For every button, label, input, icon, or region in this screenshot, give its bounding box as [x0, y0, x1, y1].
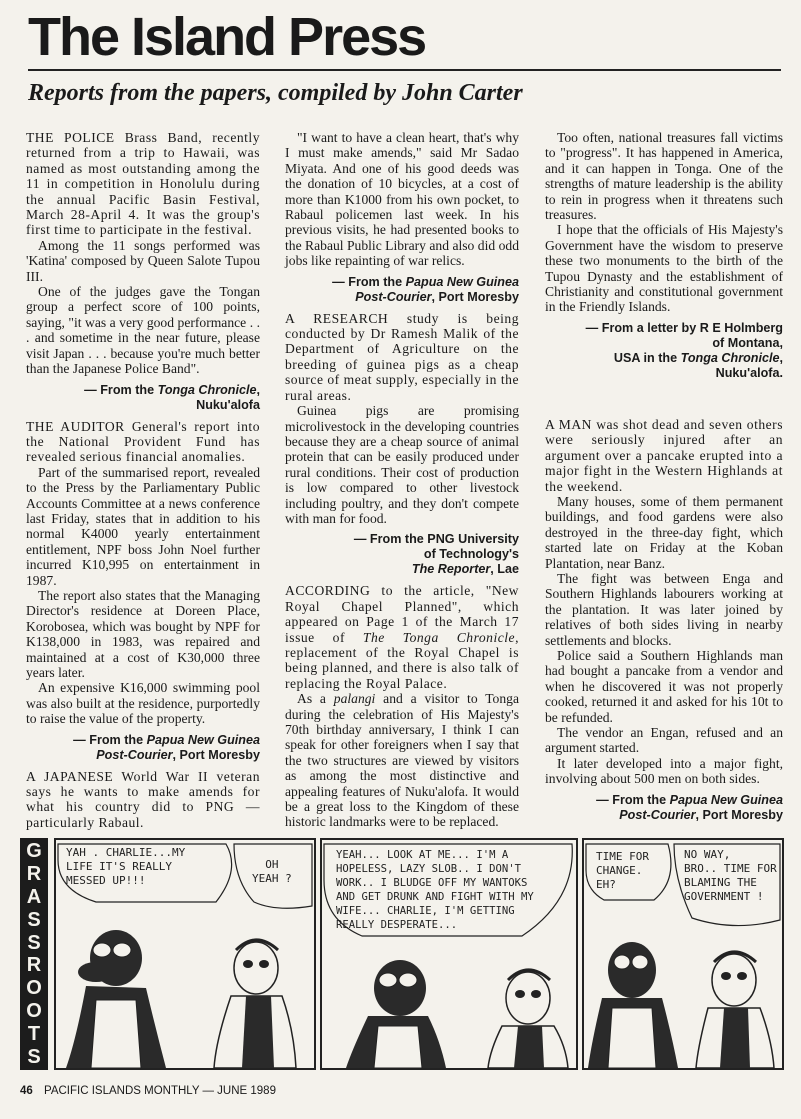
speech-balloon: YEAH... LOOK AT ME... I'M A HOPELESS, LAZY SLOB.. I DON'T WORK.. I BLUDGE OFF MY WANTOKS AND GET DRUNK AND FIGHT WITH MY WIFE... CHARLIE, I'M GETTING REALLY DESPERATE...: [336, 849, 534, 931]
comic-panel-1: [54, 838, 316, 1070]
article-paragraph: Among the 11 songs performed was 'Katina' composed by Queen Salote Tupou III.: [26, 237, 260, 284]
publication-line: PACIFIC ISLANDS MONTHLY — JUNE 1989: [44, 1085, 276, 1097]
strip-letter: S: [27, 931, 41, 954]
source-credit: — From a letter by R E Holmberg of Montana, USA in the Tonga Chronicle, Nuku'alofa.: [585, 320, 783, 380]
article-paragraph: THE POLICE Brass Band, recently returned from a trip to Hawaii, was named as most outstanding among the 11 in competition in Honolulu during the annual Pacific Basin Festival, March 28-April 4. It was the group's first time to participate in the festival.: [26, 130, 260, 238]
article-paragraph: An expensive K16,000 swimming pool was also built at the residence, purportedly to raise the value of the property.: [26, 680, 260, 727]
article-paragraph: Part of the summarised report, revealed to the Press by the Parliamentary Public Accounts Committee at a news conference last Friday, states that in addition to his normal K4000 yearly entertainment entitlement, NPF boss John Noel further incurred K10,995 on entertainment in 1987.: [26, 464, 260, 588]
masthead-rule: [28, 69, 781, 71]
article-paragraph: One of the judges gave the Tongan group a perfect score of 100 points, saying, "it was a very good performance . . . and sometime in the near future, please visit Japan . . . because you're much better than the Japanese Police Band".: [26, 284, 260, 377]
column-3: [545, 130, 783, 829]
article-paragraph: Police said a Southern Highlands man had bought a pancake from a vendor and when he discovered it was not properly cooked, returned it and asked for his 10t to be refunded.: [545, 647, 783, 725]
comic-strip-title: [20, 838, 48, 1070]
article-paragraph: A RESEARCH study is being conducted by Dr Ramesh Malik of the Department of Agriculture on the breeding of guinea pigs as a cheap source of meat supply, especially in the rural areas.: [285, 310, 519, 403]
section-subtitle: Reports from the papers, compiled by John Carter: [28, 80, 523, 106]
article-paragraph: I hope that the officials of His Majesty's Government have the wisdom to preserve these two monuments to the birth of the Tupou Dynasty and the establishment of Christianity and constitutional government in the Friendly Islands.: [545, 222, 783, 315]
strip-letter: S: [27, 1045, 41, 1068]
article-paragraph: Guinea pigs are promising microlivestock in the developing countries because they are a cheap source of animal protein that can be easily produced under rural conditions. Their cost of production is low compared to other livestock including poultry, and they don't compete with man for food.: [285, 403, 519, 526]
article-paragraph: The report also states that the Managing Director's residence at Doreen Place, Korobosea, which was bought by NPF for K138,000 in 1983, was repaired and maintained at a cost of K30,000 three years later.: [26, 587, 260, 680]
article-paragraph: A JAPANESE World War II veteran says he wants to make amends for what his country did to PNG — particularly Rabaul.: [26, 768, 260, 830]
strip-letter: T: [27, 1023, 41, 1045]
source-credit: — From the Papua New Guinea Post-Courier, Port Moresby: [332, 274, 519, 304]
comic-panel-3: [582, 838, 784, 1070]
comic-panel-2: [320, 838, 578, 1070]
strip-letter: O: [26, 1000, 42, 1023]
source-credit: — From the Tonga Chronicle, Nuku'alofa: [84, 382, 260, 412]
source-credit: — From the PNG University of Technology's The Reporter, Lae: [353, 532, 519, 577]
article-paragraph: "I want to have a clean heart, that's why I must make amends," said Mr Sadao Miyata. And one of his good deeds was the donation of 10 bicycles, at a cost of more than K1000 from his own pocket, to Rabaul policemen last week. In his previous visits, he had presented books to the Rabaul Public Library and also did odd jobs like repainting of war relics.: [285, 130, 519, 269]
strip-letter: R: [26, 862, 42, 885]
article-paragraph: The fight was between Enga and Southern Highlands labourers working at the plantation. It was later joined by relatives of both sides living in nearby settlements and blocks.: [545, 570, 783, 648]
strip-letter: R: [26, 954, 42, 977]
strip-letter: O: [26, 977, 42, 1000]
comic-strip: [20, 838, 784, 1070]
article-paragraph: It later developed into a major fight, involving about 500 men on both sides.: [545, 755, 783, 787]
article-paragraph: THE AUDITOR General's report into the National Provident Fund has revealed serious financial anomalies.: [26, 418, 260, 465]
article-paragraph: Too often, national treasures fall victims to "progress". It has happened in America, and it can happen in Tonga. One of the strengths of mature leadership is the ability to rein in progress when it threatens such treasures.: [545, 130, 783, 223]
article-paragraph: The vendor an Engan, refused and an argument started.: [545, 725, 783, 756]
strip-letter: A: [26, 885, 42, 908]
column-2: [285, 130, 519, 830]
speech-balloon: TIME FOR CHANGE. EH?: [596, 850, 649, 891]
page-number: 46: [20, 1085, 33, 1097]
masthead-title: The Island Press: [28, 7, 426, 67]
article-paragraph: ACCORDING to the article, "New Royal Chapel Planned", which appeared on Page 1 of the March 17 issue of The Tonga Chronicle, replacement of the Royal Chapel is being planned, and there is also talk of replacing the Royal Palace.: [285, 583, 519, 691]
column-1: [26, 130, 260, 830]
strip-letter: S: [27, 908, 41, 931]
speech-balloon: NO WAY, BRO.. TIME FOR BLAMING THE GOVERNMENT !: [684, 848, 777, 903]
speech-balloon: YAH . CHARLIE...MY LIFE IT'S REALLY MESSED UP!!!: [66, 846, 186, 887]
page-footer: [20, 1085, 276, 1097]
article-separator: [545, 387, 783, 417]
article-paragraph: A MAN was shot dead and seven others were seriously injured after an argument over a pancake erupted into a major fight in the Western Highlands at the weekend.: [545, 416, 783, 494]
article-paragraph: As a palangi and a visitor to Tonga during the celebration of His Majesty's 70th birthday anniversary, I think I can speak for other foreigners when I say that the two structures are viewed by visitors as among the most distinctive and appealing features of Nuku'alofa. It would be a great loss to the Kingdom of these historic landmarks were to be replaced.: [285, 691, 519, 830]
source-credit: — From the Papua New Guinea Post-Courier, Port Moresby: [596, 792, 783, 822]
article-paragraph: Many houses, some of them permanent buildings, and food gardens were also destroyed in the three-day fight, which started late on Friday at the Koban Plantation, near Banz.: [545, 493, 783, 571]
source-credit: — From the Papua New Guinea Post-Courier, Port Moresby: [73, 732, 260, 762]
speech-balloon: OH YEAH ?: [252, 858, 292, 885]
strip-letter: G: [26, 840, 42, 862]
